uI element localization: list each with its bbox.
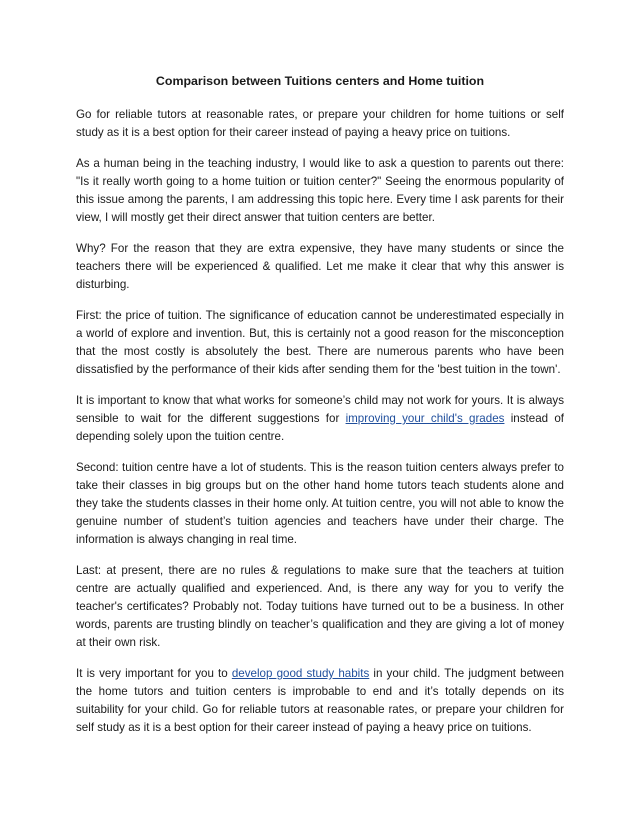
paragraph-suggestions-text-before: It is important to know that what works for someone’s child may not work for yours. It is always sensible to wait for the different suggestions for [76, 394, 564, 425]
paragraph-suggestions [76, 392, 564, 446]
paragraph-question: As a human being in the teaching industry, I would like to ask a question to parents out there: "Is it really worth going to a home tuition or tuition center?" Seeing the enormous popularity of this issue among the parents, I am addressing this topic here. Every time I ask parents for their view, I will mostly get their direct answer that tuition centers are better. [76, 157, 564, 224]
document-title: Comparison between Tuitions centers and Home tuition [155, 74, 485, 88]
improving-grades-link[interactable]: improving your child's grades [345, 412, 505, 425]
study-habits-link[interactable]: develop good study habits [231, 667, 370, 680]
paragraph-suggestions-text-after: instead of depending solely upon the tuition centre. [76, 412, 565, 443]
paragraph-price: First: the price of tuition. The significance of education cannot be underestimated especially in a world of explore and invention. But, this is certainly not a good reason for the misconception that the most costly is absolutely the best. There are numerous parents who have been dissatisfied by the performance of their kids after sending them for the 'best tuition in the town'. [76, 309, 564, 376]
document-page [76, 72, 564, 737]
paragraph-regulations: Last: at present, there are no rules & regulations to make sure that the teachers at tuition centre are actually qualified and experienced. And, is there any way for you to verify the teacher's certificates? Probably not. Today tuitions have turned out to be a business. In other words, parents are trusting blindly on teacher’s qualification and they are giving a lot of money at their own risk. [76, 564, 564, 649]
paragraph-intro: Go for reliable tutors at reasonable rates, or prepare your children for home tuitions or self study as it is a best option for their career instead of paying a heavy price on tuitions. [76, 108, 564, 139]
paragraph-why: Why? For the reason that they are extra expensive, they have many students or since the teachers there will be experienced & qualified. Let me make it clear that why this answer is disturbing. [76, 242, 564, 291]
paragraph-study-habits [76, 665, 564, 737]
paragraph-students: Second: tuition centre have a lot of students. This is the reason tuition centers always prefer to take their classes in big groups but on the other hand home tutors teach students alone and they take the students classes in their home only. At tuition centre, you will not able to know the genuine number of student’s tuition agencies and teachers have under their charge. The information is always changing in real time. [76, 461, 564, 546]
paragraph-study-habits-text-after: in your child. The judgment between the home tutors and tuition centers is improbable to end and it’s totally depends on its suitability for your child. Go for reliable tutors at reasonable rates, or prepare your children for self study as it is a best option for their career instead of paying a heavy price on tuitions. [76, 667, 564, 734]
paragraph-study-habits-text-before: It is very important for you to [76, 667, 232, 680]
